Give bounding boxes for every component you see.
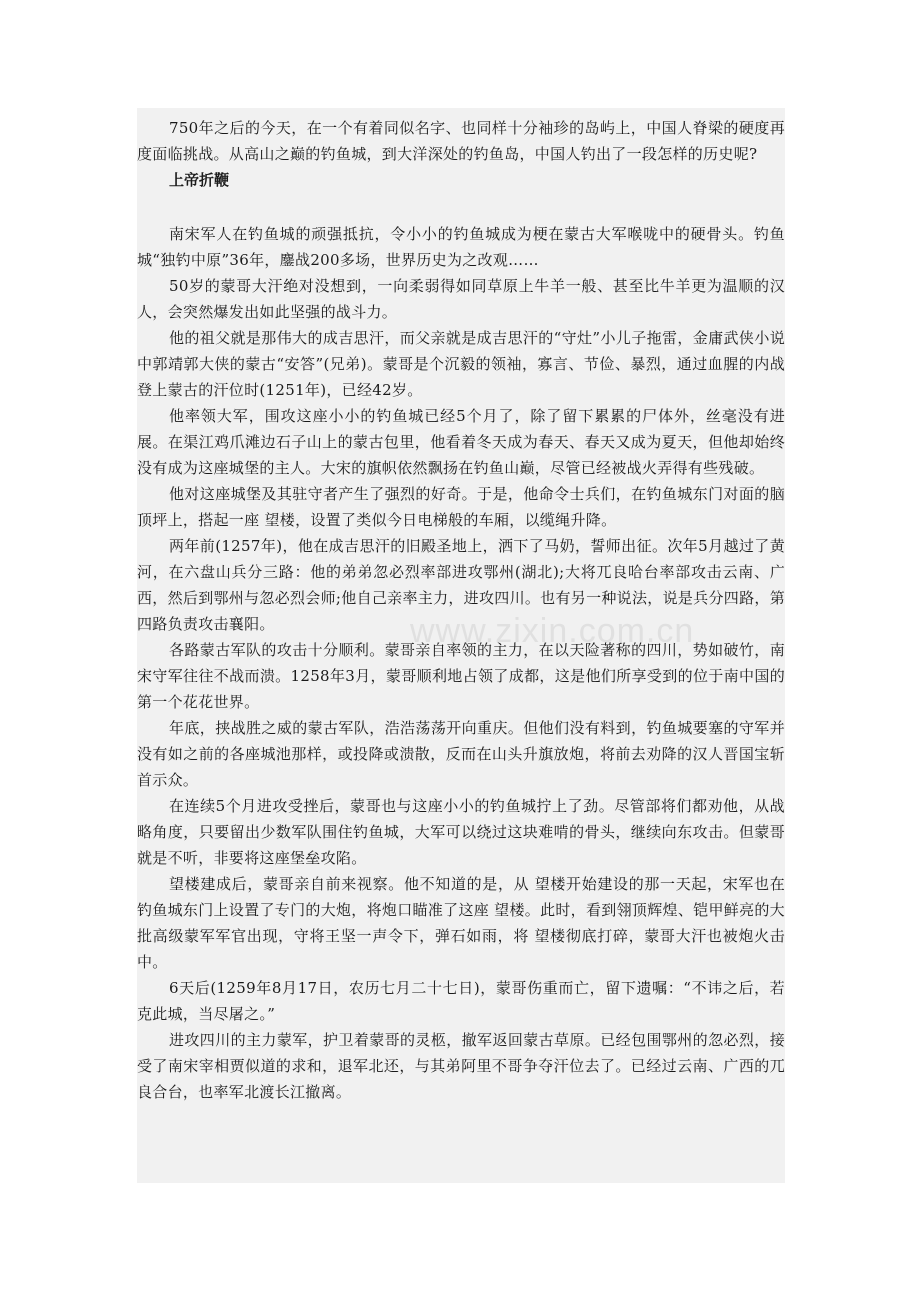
body-paragraph: 年底，挟战胜之威的蒙古军队，浩浩荡荡开向重庆。但他们没有料到，钓鱼城要塞的守军并没有如之前的各座城池那样，或投降或溃散，反而在山头升旗放炮，将前去劝降的汉人晋国宝斩首示众。 [137,719,785,789]
body-paragraph: 他率领大军，围攻这座小小的钓鱼城已经5个月了，除了留下累累的尸体外，丝毫没有进展。在渠江鸡爪滩边石子山上的蒙古包里，他看着冬天成为春天、春天又成为夏天，但他却始终没有成为这座城堡的主人。大宋的旗帜依然飘扬在钓鱼山巅，尽管已经被战火弄得有些残破。 [137,407,785,477]
intro-paragraph: 750年之后的今天，在一个有着同似名字、也同样十分袖珍的岛屿上，中国人脊梁的硬度再度面临挑战。从高山之巅的钓鱼城，到大洋深处的钓鱼岛，中国人钓出了一段怎样的历史呢? [137,119,785,163]
section-heading: 上帝折鞭 [169,171,230,189]
body-paragraph: 在连续5个月进攻受挫后，蒙哥也与这座小小的钓鱼城拧上了劲。尽管部将们都劝他，从战略角度，只要留出少数军队围住钓鱼城，大军可以绕过这块难啃的骨头，继续向东攻击。但蒙哥就是不听，非要将这座堡垒攻陷。 [137,797,785,867]
body-paragraph: 望楼建成后，蒙哥亲自前来视察。他不知道的是，从 望楼开始建设的那一天起，宋军也在钓鱼城东门上设置了专门的大炮，将炮口瞄准了这座 望楼。此时，看到翎顶辉煌、铠甲鲜亮的大批高级蒙军军官出现，守将王坚一声令下，弹石如雨，将 望楼彻底打碎，蒙哥大汗也被炮火击中。 [137,875,785,971]
body-paragraph: 他对这座城堡及其驻守者产生了强烈的好奇。于是，他命令士兵们，在钓鱼城东门对面的脑顶坪上，搭起一座 望楼，设置了类似今日电梯般的车厢，以缆绳升降。 [137,485,785,529]
body-paragraph: 南宋军人在钓鱼城的顽强抵抗，令小小的钓鱼城成为梗在蒙古大军喉咙中的硬骨头。钓鱼城“独钓中原”36年，鏖战200多场，世界历史为之改观…… [137,225,785,269]
body-paragraph: 6天后(1259年8月17日，农历七月二十七日)，蒙哥伤重而亡，留下遗嘱：“不讳之后，若克此城，当尽屠之。” [137,979,785,1023]
document-page [137,108,785,1183]
body-paragraph: 50岁的蒙哥大汗绝对没想到，一向柔弱得如同草原上牛羊一般、甚至比牛羊更为温顺的汉人，会突然爆发出如此坚强的战斗力。 [137,277,785,321]
body-paragraph: 他的祖父就是那伟大的成吉思汗，而父亲就是成吉思汗的“守灶”小儿子拖雷，金庸武侠小说中郭靖郭大侠的蒙古“安答”(兄弟)。蒙哥是个沉毅的领袖，寡言、节俭、暴烈，通过血腥的内战登上蒙古的汗位时(1251年)，已经42岁。 [137,329,785,399]
body-paragraph: 两年前(1257年)，他在成吉思汗的旧殿圣地上，洒下了马奶，誓师出征。次年5月越过了黄河，在六盘山兵分三路：他的弟弟忽必烈率部进攻鄂州(湖北);大将兀良哈台率部攻击云南、广西，然后到鄂州与忽必烈会师;他自己亲率主力，进攻四川。也有另一种说法，说是兵分四路，第四路负责攻击襄阳。 [137,537,785,633]
body-paragraph: 各路蒙古军队的攻击十分顺利。蒙哥亲自率领的主力，在以天险著称的四川，势如破竹，南宋守军往往不战而溃。1258年3月，蒙哥顺利地占领了成都，这是他们所享受到的位于南中国的第一个花花世界。 [137,641,785,711]
body-paragraph: 进攻四川的主力蒙军，护卫着蒙哥的灵柩，撤军返回蒙古草原。已经包围鄂州的忽必烈，接受了南宋宰相贾似道的求和，退军北还，与其弟阿里不哥争夺汗位去了。已经过云南、广西的兀良合台，也率军北渡长江撤离。 [137,1031,785,1101]
